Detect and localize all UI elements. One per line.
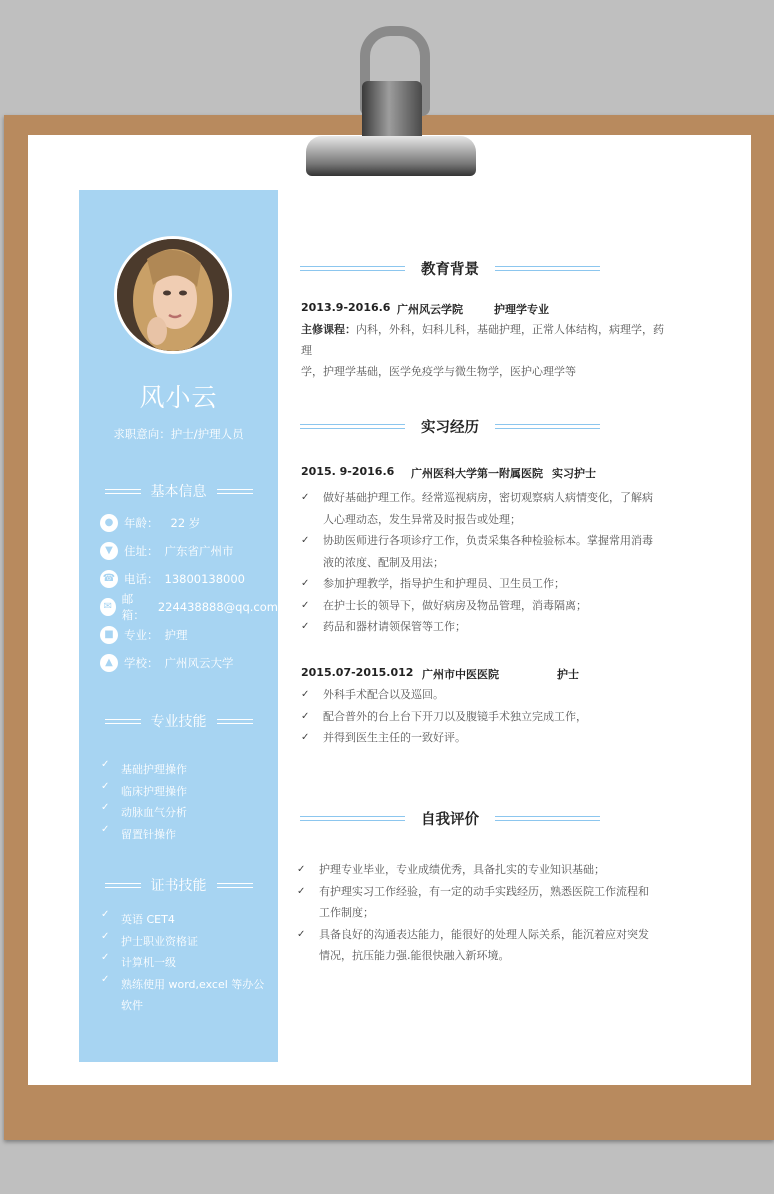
check-icon: ✓	[101, 759, 110, 770]
skills-heading: 专业技能	[79, 711, 278, 731]
mail-icon: ✉	[100, 598, 116, 616]
check-icon: ✓	[101, 973, 110, 985]
list-item: ✓ 护士职业资格证	[101, 930, 198, 948]
check-icon: ✓	[297, 864, 306, 875]
info-email: ✉ 邮箱： 224438888@qq.com	[100, 597, 278, 617]
candidate-name: 风小云	[139, 383, 218, 412]
check-icon: ✓	[301, 535, 310, 546]
check-icon: ✓	[101, 930, 110, 942]
list-item: ✓ 参加护理教学，指导护生和护理员、卫生员工作；	[301, 573, 661, 595]
check-icon: ✓	[297, 928, 306, 940]
check-icon: ✓	[101, 909, 110, 920]
sidebar	[79, 190, 278, 1062]
self-evaluation-heading: 自我评价	[300, 806, 600, 830]
info-major: ■ 专业： 护理	[100, 625, 188, 645]
phone-icon: ☎	[100, 570, 118, 588]
education-entry-head: 2013.9-2016.6 广州风云学院 护理学专业	[301, 301, 549, 316]
skills-list	[101, 759, 271, 845]
list-item: ✓ 动脉血气分析	[101, 802, 187, 819]
binder-clip-icon	[306, 26, 476, 178]
list-item: ✓ 并得到医生主任的一致好评。	[301, 727, 661, 749]
list-item: ✓ 外科手术配合以及巡回。	[301, 684, 661, 706]
check-icon: ✓	[301, 689, 310, 700]
list-item: ✓ 英语 CET4	[101, 909, 175, 926]
list-item: ✓ 护理专业毕业，专业成绩优秀，具备扎实的专业知识基础；	[297, 859, 667, 881]
list-item: 软件	[121, 999, 143, 1012]
education-heading: 教育背景	[300, 256, 600, 280]
certificates-list	[101, 909, 271, 1017]
check-icon: ✓	[301, 492, 310, 503]
job-duties-list	[301, 487, 661, 638]
list-item: ✓ 做好基础护理工作。经常巡视病房，密切观察病人病情变化，了解病	[301, 487, 661, 509]
info-age: ● 年龄： 22 岁	[100, 513, 200, 533]
self-evaluation-list	[297, 859, 667, 967]
internship-heading: 实习经历	[300, 414, 600, 438]
job-entry-head: 2015.07-2015.012 广州市中医医院 护士	[301, 666, 579, 681]
check-icon: ✓	[101, 823, 110, 835]
list-item: 人心理动态，发生异常及时报告或处理；	[323, 512, 521, 526]
check-icon: ✓	[301, 621, 310, 632]
info-address: ▼ 住址： 广东省广州市	[100, 541, 234, 561]
list-item: ✓ 留置针操作	[101, 823, 176, 841]
location-pin-icon: ▼	[100, 542, 118, 560]
list-item: ✓ 计算机一级	[101, 952, 176, 969]
check-icon: ✓	[301, 710, 310, 722]
job-objective: 求职意向：护士/护理人员	[113, 427, 244, 441]
person-icon: ●	[100, 514, 118, 532]
certificates-heading: 证书技能	[79, 875, 278, 895]
basic-info-heading: 基本信息	[79, 481, 278, 501]
check-icon: ✓	[101, 952, 110, 963]
list-item: ✓ 协助医师进行各项诊疗工作，负责采集各种检验标本。掌握常用消毒	[301, 530, 661, 552]
check-icon: ✓	[301, 578, 310, 589]
list-item: ✓ 具备良好的沟通表达能力，能很好的处理人际关系，能沉着应对突发	[297, 924, 667, 946]
check-icon: ✓	[301, 599, 310, 611]
list-item: ✓ 基础护理操作	[101, 759, 187, 776]
graduation-cap-icon: ▲	[100, 654, 118, 672]
check-icon: ✓	[101, 802, 110, 813]
check-icon: ✓	[101, 780, 110, 792]
list-item: ✓ 有护理实习工作经验，有一定的动手实践经历，熟悉医院工作流程和	[297, 881, 667, 903]
info-phone: ☎ 电话： 13800138000	[100, 569, 245, 589]
education-courses: 主修课程：内科，外科，妇科儿科，基础护理，正常人体结构，病理学，药理 学，护理学基础，医学免疫学与微生物学，医护心理学等	[301, 323, 664, 378]
check-icon: ✓	[301, 732, 310, 743]
list-item: ✓ 临床护理操作	[101, 780, 187, 798]
list-item: 液的浓度、配制及用法；	[323, 555, 444, 569]
job-duties-list	[301, 684, 661, 749]
avatar	[114, 236, 232, 354]
list-item: 工作制度；	[319, 906, 374, 919]
list-item: ✓ 配合普外的台上台下开刀以及腹镜手术独立完成工作，	[301, 706, 661, 728]
list-item: ✓ 在护士长的领导下，做好病房及物品管理，消毒隔离；	[301, 595, 661, 617]
book-icon: ■	[100, 626, 118, 644]
info-school: ▲ 学校： 广州风云大学	[100, 653, 234, 673]
list-item: 情况，抗压能力强.能很快融入新环境。	[319, 949, 510, 962]
list-item: ✓ 熟练使用 word,excel 等办公	[101, 973, 265, 991]
list-item: ✓ 药品和器材请领保管等工作；	[301, 616, 661, 638]
check-icon: ✓	[297, 885, 306, 897]
job-entry-head: 2015. 9-2016.6 广州医科大学第一附属医院 实习护士	[301, 465, 596, 480]
